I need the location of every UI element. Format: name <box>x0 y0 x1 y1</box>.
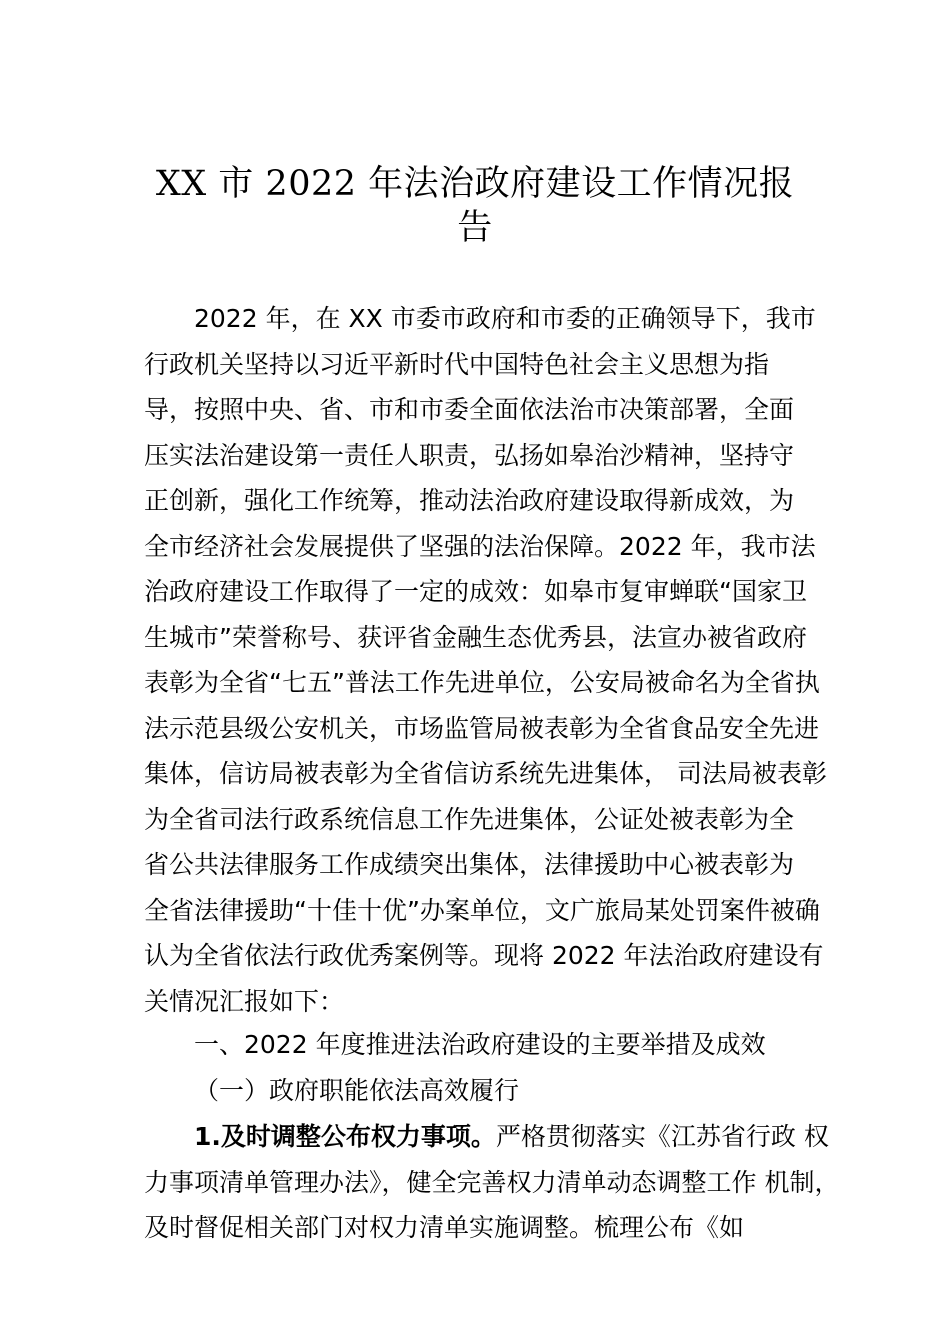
item-paragraph <box>144 1114 840 1251</box>
item-first-line <box>144 1114 829 1160</box>
paragraph-line: 生城市”荣誉称号、获评省金融生态优秀县，法宣办被省政府 <box>144 622 807 652</box>
paragraph-line: 为全省司法行政系统信息工作先进集体，公证处被表彰为全 <box>144 804 795 834</box>
section-heading <box>144 1022 824 1068</box>
paragraph-line: 关情况汇报如下： <box>144 986 345 1016</box>
paragraph-line: 力事项清单管理办法》，健全完善权力清单动态调整工作 机制， <box>144 1167 840 1197</box>
paragraph-line: 及时督促相关部门对权力清单实施调整。梳理公布《如 <box>144 1213 745 1242</box>
paragraph-line: 省公共法律服务工作成绩突出集体，法律援助中心被表彰为 <box>144 850 795 879</box>
section-heading-text: 一、2022 年度推进法治政府建设的主要举措及成效 <box>194 1030 766 1059</box>
title-line-2: 告 <box>457 208 493 248</box>
paragraph-line: 表彰为全省“七五”普法工作先进单位，公安局被命名为全省执 <box>144 668 820 697</box>
document-title <box>120 162 830 250</box>
paragraph-line: 治政府建设工作取得了一定的成效：如皋市复审蝉联“国家卫 <box>144 577 807 606</box>
paragraph-line: 法示范县级公安机关，市场监管局被表彰为全省食品安全先进 <box>144 713 820 743</box>
paragraph-line: 认为全省依法行政优秀案例等。现将 2022 年法治政府建设有 <box>144 941 824 970</box>
item-first-line-text: 严格贯彻落实《江苏省行政 权 <box>495 1122 829 1151</box>
item-bold-label: 1.及时调整公布权力事项。 <box>194 1122 496 1151</box>
title-line-1: XX 市 2022 年法治政府建设工作情况报 <box>155 164 795 204</box>
subsection-heading-text: （一）政府职能依法高效履行 <box>194 1076 520 1105</box>
paragraph-line: 压实法治建设第一责任人职责，弘扬如皋治沙精神，坚持守 <box>144 440 795 470</box>
paragraph-line: 正创新，强化工作统筹，推动法治政府建设取得新成效，为 <box>144 486 795 515</box>
paragraph-line: 导，按照中央、省、市和市委全面依法治市决策部署，全面 <box>144 395 795 424</box>
paragraph-line: 全市经济社会发展提供了坚强的法治保障。2022 年，我市法 <box>144 531 816 561</box>
paragraph-line: 全省法律援助“十佳十优”办案单位，文广旅局某处罚案件被确 <box>144 895 820 925</box>
subsection-heading <box>144 1068 824 1114</box>
paragraph-line: 2022 年，在 XX 市委市政府和市委的正确领导下，我市 <box>194 304 816 333</box>
intro-paragraph <box>144 296 827 1024</box>
paragraph-line: 集体，信访局被表彰为全省信访系统先进集体， 司法局被表彰 <box>144 759 827 788</box>
paragraph-line: 行政机关坚持以习近平新时代中国特色社会主义思想为指 <box>144 349 770 379</box>
